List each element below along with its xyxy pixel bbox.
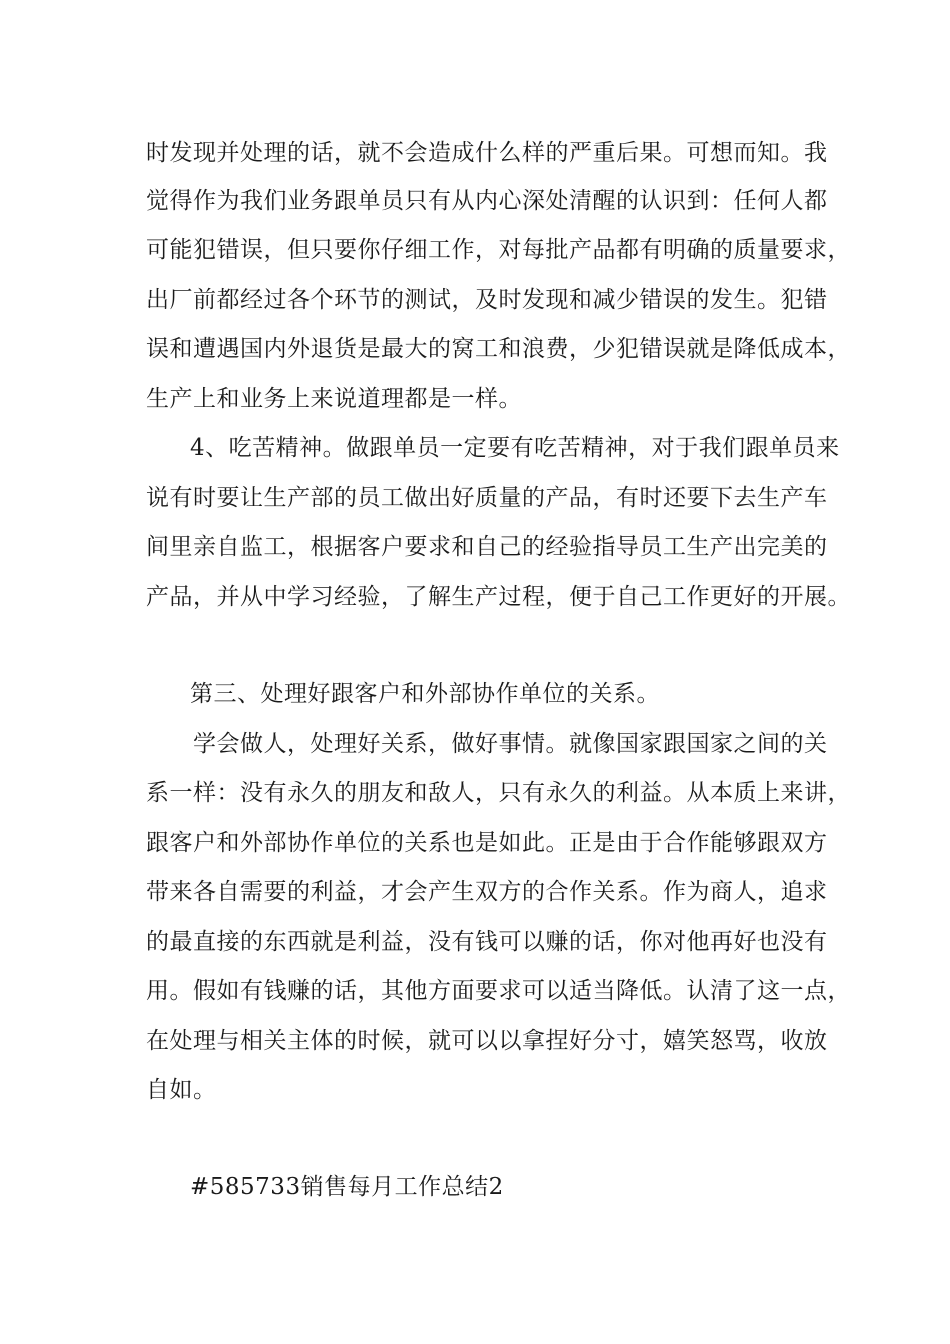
paragraph-line: 4、吃苦精神。做跟单员一定要有吃苦精神，对于我们跟单员来 <box>190 435 840 461</box>
paragraph-line: 用。假如有钱赚的话，其他方面要求可以适当降低。认清了这一点， <box>146 978 851 1004</box>
paragraph-line: 系一样：没有永久的朋友和敌人，只有永久的利益。从本质上来讲， <box>146 780 851 806</box>
paragraph-line: 误和遭遇国内外退货是最大的窝工和浪费，少犯错误就是降低成本， <box>146 336 851 362</box>
paragraph-line: 间里亲自监工，根据客户要求和自己的经验指导员工生产出完美的 <box>146 534 828 560</box>
section-title: #585733销售每月工作总结2 <box>190 1174 504 1200</box>
paragraph-line: 带来各自需要的利益，才会产生双方的合作关系。作为商人，追求 <box>146 879 828 905</box>
paragraph-line: 自如。 <box>146 1077 217 1103</box>
paragraph-line: 说有时要让生产部的员工做出好质量的产品，有时还要下去生产车 <box>146 485 828 511</box>
paragraph-line: 在处理与相关主体的时候，就可以以拿捏好分寸，嬉笑怒骂，收放 <box>146 1028 828 1054</box>
paragraph-line: 生产上和业务上来说道理都是一样。 <box>146 386 522 412</box>
paragraph-line: 学会做人，处理好关系，做好事情。就像国家跟国家之间的关 <box>193 731 828 757</box>
paragraph-line: 觉得作为我们业务跟单员只有从内心深处清醒的认识到：任何人都 <box>146 188 828 214</box>
paragraph-line: 产品，并从中学习经验，了解生产过程，便于自己工作更好的开展。 <box>146 584 851 610</box>
paragraph-line: 跟客户和外部协作单位的关系也是如此。正是由于合作能够跟双方 <box>146 830 828 856</box>
paragraph-line: 时发现并处理的话，就不会造成什么样的严重后果。可想而知。我 <box>146 140 828 166</box>
paragraph-line: 可能犯错误，但只要你仔细工作，对每批产品都有明确的质量要求， <box>146 237 851 263</box>
paragraph-line: 出厂前都经过各个环节的测试，及时发现和减少错误的发生。犯错 <box>146 287 828 313</box>
section-heading: 第三、处理好跟客户和外部协作单位的关系。 <box>190 681 660 707</box>
paragraph-line: 的最直接的东西就是利益，没有钱可以赚的话，你对他再好也没有 <box>146 929 828 955</box>
